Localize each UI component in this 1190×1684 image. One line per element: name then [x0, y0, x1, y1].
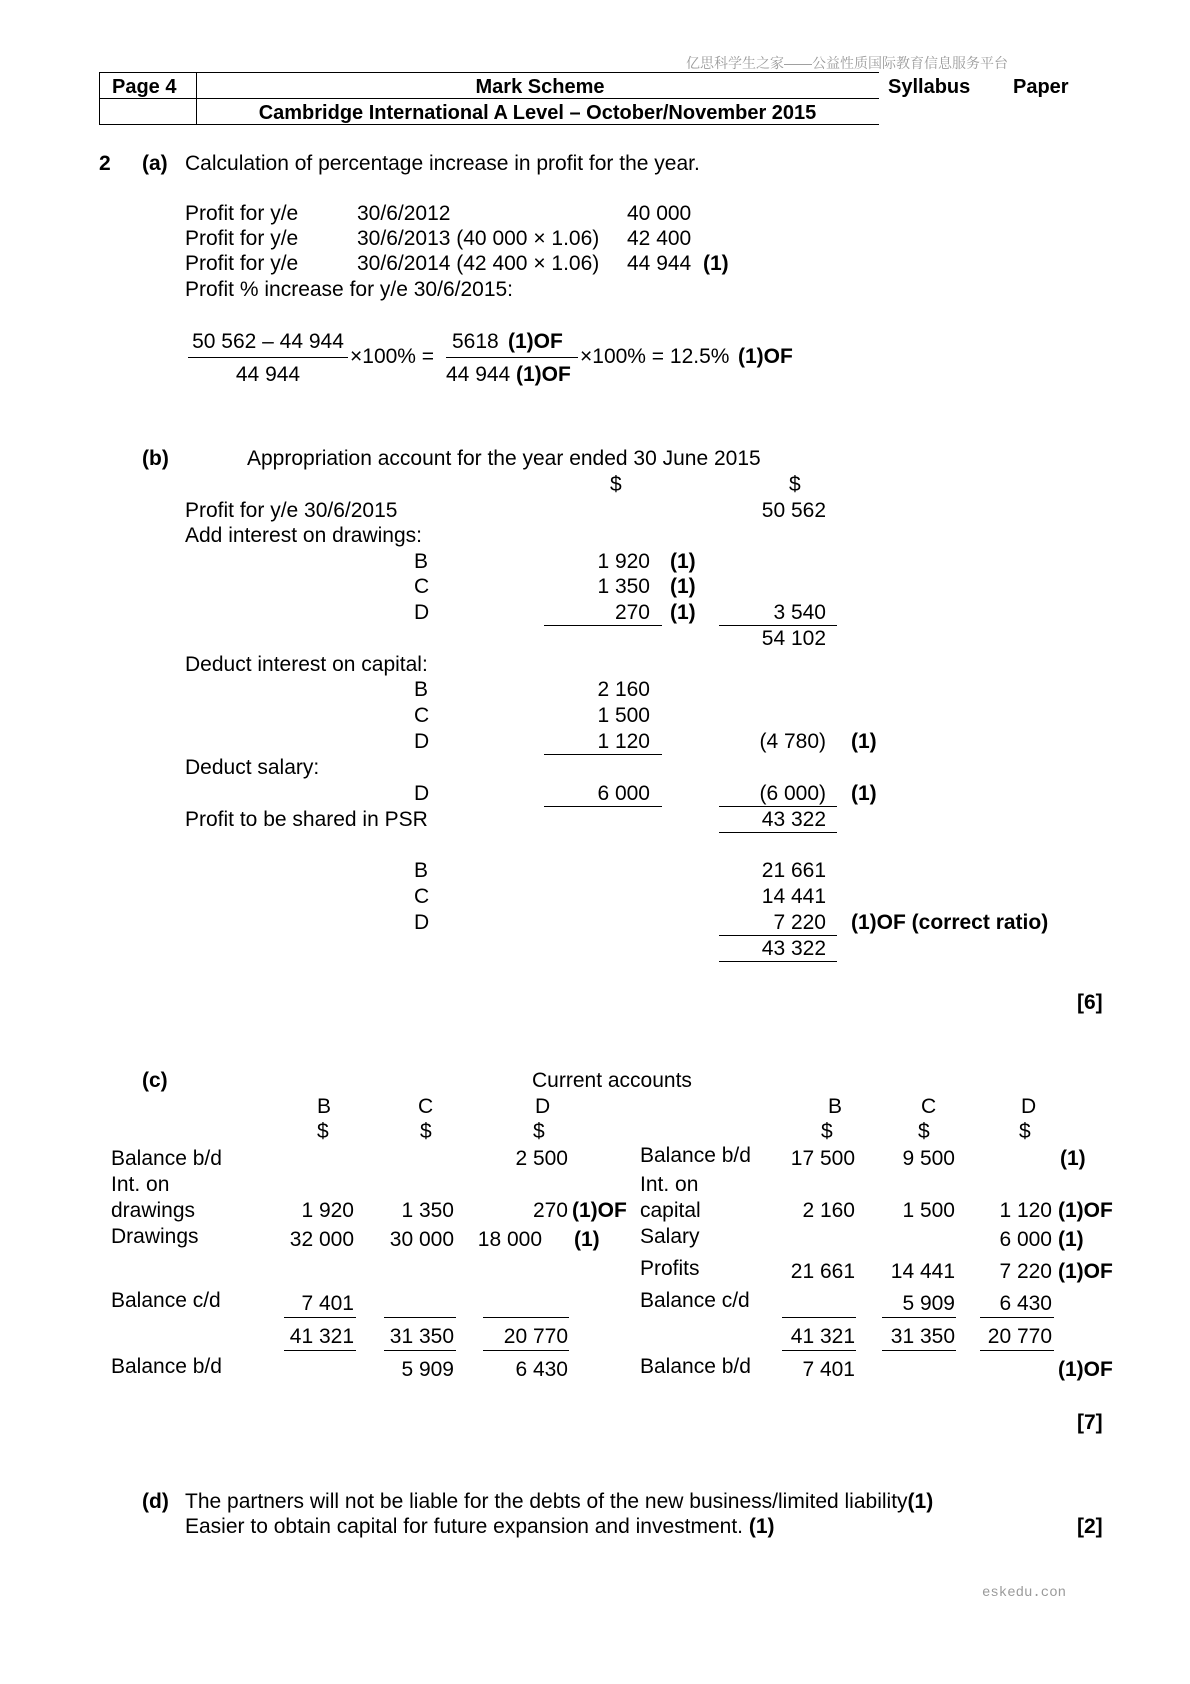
- amount: 17 500: [790, 1147, 855, 1170]
- row-label: Balance b/d: [640, 1144, 751, 1167]
- part-c-marks: [7]: [1077, 1411, 1103, 1434]
- profit-row-label: Profit for y/e: [185, 202, 299, 225]
- mark: (1)OF: [738, 345, 793, 368]
- profit-row-label: Profit for y/e: [185, 227, 299, 250]
- amount: 6 000: [999, 1228, 1052, 1251]
- amount-total: 3 540: [773, 601, 826, 624]
- partner-label: B: [414, 859, 429, 882]
- amount: 6 000: [597, 782, 650, 805]
- row-label: drawings: [111, 1199, 196, 1222]
- question-number: 2: [99, 152, 111, 175]
- mark: (1): [703, 252, 729, 275]
- amount: 32 000: [289, 1228, 354, 1251]
- profit-row-detail: 30/6/2014 (42 400 × 1.06): [357, 252, 600, 275]
- increase-label: Profit % increase for y/e 30/6/2015:: [185, 278, 514, 301]
- row-label: Drawings: [111, 1225, 199, 1248]
- answer-text: Easier to obtain capital for future expansion and investment.: [185, 1515, 743, 1538]
- mark: (1)OF: [1058, 1199, 1113, 1222]
- share-amount: 21 661: [761, 859, 826, 882]
- row-label: capital: [640, 1199, 701, 1222]
- partner-label: B: [414, 550, 429, 573]
- subtotal: 54 102: [761, 627, 826, 650]
- mark: (1): [574, 1228, 600, 1251]
- part-d-label: (d): [142, 1490, 169, 1513]
- part-d-marks: [2]: [1077, 1515, 1103, 1538]
- part-b-label: (b): [142, 447, 169, 470]
- row-label: Profits: [640, 1257, 700, 1280]
- amount: 9 500: [902, 1147, 955, 1170]
- currency-header: $: [789, 473, 801, 496]
- amount: 30 000: [389, 1228, 454, 1251]
- row-label: Balance c/d: [111, 1289, 221, 1312]
- amount: 2 500: [515, 1147, 568, 1170]
- shares-total: 43 322: [761, 937, 826, 960]
- operator: ×100% =: [350, 345, 435, 368]
- part-d-line2: [185, 1516, 775, 1537]
- share-amount: 14 441: [761, 885, 826, 908]
- profit-row-detail: 30/6/2012: [357, 202, 451, 225]
- mark: (1): [851, 730, 877, 753]
- partner-label: D: [414, 782, 430, 805]
- part-a-label: (a): [142, 152, 168, 175]
- top-watermark: 亿思科学生之家——公益性质国际教育信息服务平台: [686, 55, 1008, 71]
- amount: 14 441: [890, 1260, 955, 1283]
- part-c-label: (c): [142, 1069, 168, 1092]
- mark: (1): [851, 782, 877, 805]
- partner-label: D: [414, 911, 430, 934]
- total: 41 321: [790, 1325, 855, 1348]
- capital-label: Deduct interest on capital:: [185, 653, 428, 676]
- part-c-heading: Current accounts: [532, 1069, 692, 1092]
- fraction-numerator: 5618: [452, 330, 499, 353]
- currency-header: $: [918, 1120, 930, 1143]
- partner-label: C: [414, 575, 430, 598]
- partner-label: D: [414, 601, 430, 624]
- partner-label: C: [414, 704, 430, 727]
- mark: (1): [907, 1490, 934, 1513]
- mark: (1)OF: [1058, 1358, 1113, 1381]
- mark: (1): [670, 550, 696, 573]
- mark: (1): [748, 1515, 775, 1538]
- amount: 7 220: [999, 1260, 1052, 1283]
- part-b-heading: Appropriation account for the year ended 30 June 2015: [247, 447, 761, 470]
- profit-row-value: 40 000: [627, 202, 692, 225]
- amount: 6 430: [515, 1358, 568, 1381]
- amount: 1 500: [902, 1199, 955, 1222]
- total: 41 321: [289, 1325, 354, 1348]
- answer-text: The partners will not be liable for the debts of the new business/limited liability: [185, 1490, 908, 1513]
- amount: 1 350: [401, 1199, 454, 1222]
- profit-value: 50 562: [761, 499, 826, 522]
- mark: (1)OF: [508, 330, 563, 353]
- part-a-heading: Calculation of percentage increase in profit for the year.: [185, 152, 700, 175]
- row-label: Int. on: [111, 1173, 170, 1196]
- fraction-denominator: 44 944: [235, 363, 301, 386]
- mark: (1): [670, 575, 696, 598]
- mark: (1): [670, 601, 696, 624]
- currency-header: $: [533, 1120, 545, 1143]
- share-amount: 7 220: [773, 911, 826, 934]
- row-label: Balance b/d: [111, 1355, 222, 1378]
- part-d-line1: [185, 1491, 933, 1512]
- currency-header: $: [610, 473, 622, 496]
- mark: (1): [1058, 1228, 1084, 1251]
- column-header: D: [535, 1095, 551, 1118]
- amount: 1 350: [597, 575, 650, 598]
- psr-value: 43 322: [761, 808, 826, 831]
- profit-label: Profit for y/e 30/6/2015: [185, 499, 398, 522]
- column-header: C: [418, 1095, 434, 1118]
- amount-total: (6 000): [759, 782, 826, 805]
- column-header: B: [317, 1095, 332, 1118]
- page-subtitle: Cambridge International A Level – October/November 2015: [258, 102, 817, 124]
- mark: (1): [1060, 1147, 1086, 1170]
- amount: 7 401: [301, 1292, 354, 1315]
- currency-header: $: [821, 1120, 833, 1143]
- amount: 1 920: [301, 1199, 354, 1222]
- row-label: Balance c/d: [640, 1289, 750, 1312]
- row-label: Salary: [640, 1225, 700, 1248]
- profit-row-label: Profit for y/e: [185, 252, 299, 275]
- currency-header: $: [420, 1120, 432, 1143]
- mark: (1)OF: [516, 363, 571, 386]
- amount: 5 909: [401, 1358, 454, 1381]
- partner-label: C: [414, 885, 430, 908]
- partner-label: D: [414, 730, 430, 753]
- profit-row-value: 42 400: [627, 227, 692, 250]
- currency-header: $: [317, 1120, 329, 1143]
- amount: 21 661: [790, 1260, 855, 1283]
- mark: (1)OF: [572, 1199, 627, 1222]
- amount: 2 160: [597, 678, 650, 701]
- page-number: Page 4: [112, 76, 177, 98]
- salary-label: Deduct salary:: [185, 756, 320, 779]
- amount: 1 120: [999, 1199, 1052, 1222]
- amount: 18 000: [477, 1228, 542, 1251]
- amount: 270: [614, 601, 650, 624]
- row-label: Balance b/d: [111, 1147, 222, 1170]
- total: 20 770: [987, 1325, 1052, 1348]
- row-label: Int. on: [640, 1173, 699, 1196]
- column-header: C: [921, 1095, 937, 1118]
- total: 31 350: [890, 1325, 955, 1348]
- total: 20 770: [503, 1325, 568, 1348]
- profit-row-value: 44 944: [627, 252, 692, 275]
- part-b-marks: [6]: [1077, 991, 1103, 1014]
- amount: 270: [532, 1199, 568, 1222]
- add-label: Add interest on drawings:: [185, 524, 422, 547]
- partner-label: B: [414, 678, 429, 701]
- column-header: B: [828, 1095, 843, 1118]
- amount: 2 160: [802, 1199, 855, 1222]
- mark: (1)OF: [1058, 1260, 1113, 1283]
- currency-header: $: [1019, 1120, 1031, 1143]
- page-title: Mark Scheme: [475, 76, 605, 98]
- bottom-watermark: eskedu.con: [982, 1585, 1067, 1601]
- amount: 1 920: [597, 550, 650, 573]
- amount-total: (4 780): [759, 730, 826, 753]
- fraction-numerator: 50 562 – 44 944: [192, 330, 344, 353]
- operator: ×100% = 12.5%: [580, 345, 730, 368]
- syllabus-label: Syllabus: [888, 76, 971, 98]
- amount: 5 909: [902, 1292, 955, 1315]
- paper-label: Paper: [1013, 76, 1069, 98]
- amount: 1 500: [597, 704, 650, 727]
- amount: 6 430: [999, 1292, 1052, 1315]
- psr-label: Profit to be shared in PSR: [185, 808, 428, 831]
- row-label: Balance b/d: [640, 1355, 751, 1378]
- amount: 7 401: [802, 1358, 855, 1381]
- mark: (1)OF (correct ratio): [851, 911, 1049, 934]
- profit-row-detail: 30/6/2013 (40 000 × 1.06): [357, 227, 600, 250]
- amount: 1 120: [597, 730, 650, 753]
- fraction-denominator: 44 944: [446, 363, 511, 386]
- total: 31 350: [389, 1325, 454, 1348]
- column-header: D: [1021, 1095, 1037, 1118]
